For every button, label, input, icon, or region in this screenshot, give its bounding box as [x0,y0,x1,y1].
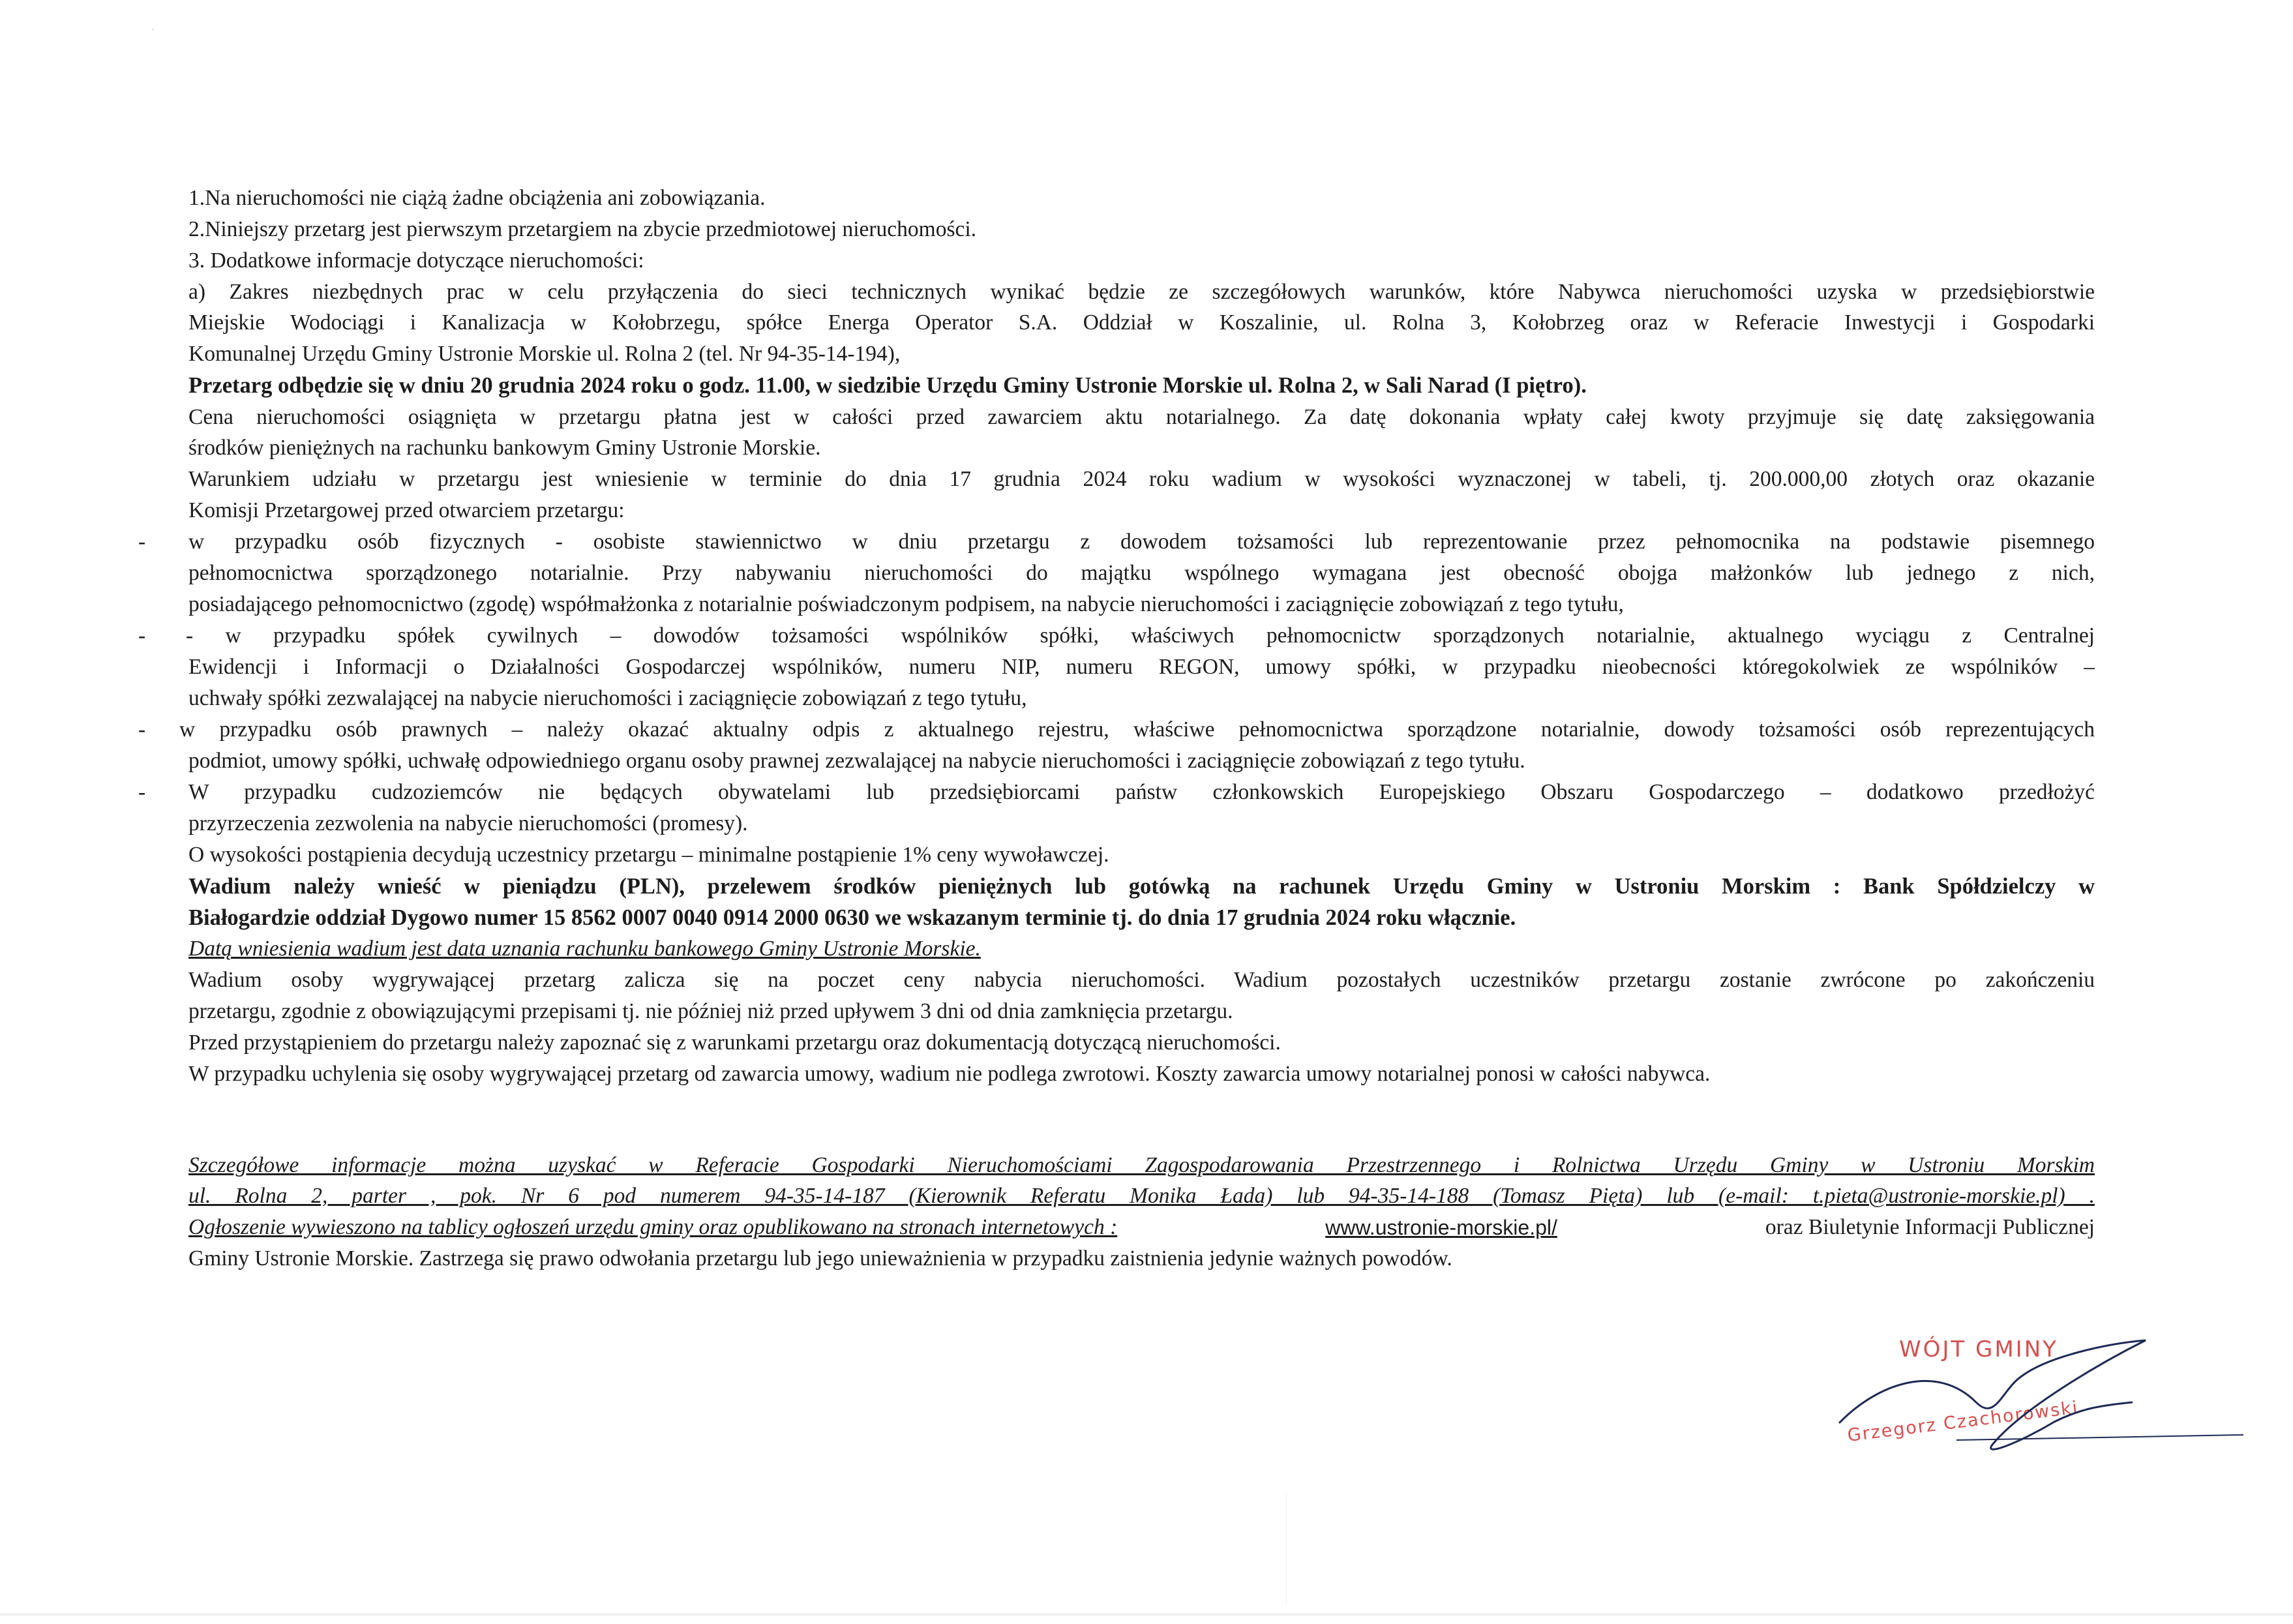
point-1: 1.Na nieruchomości nie ciążą żadne obciążenia ani zobowiązania. [188,186,766,210]
deposit-date-note: Datą wniesienia wadium jest data uznania rachunku bankowego Gminy Ustronie Morskie. [188,937,981,961]
scan-artifact [1286,1494,1287,1604]
natural-persons-line: w przypadku osób fizycznych - osobiste stawiennictwo w dniu przetargu z dowodem tożsamości lub reprezentowanie przez pełnomocnika na podstawie pisemnego [188,530,2095,554]
bullet-dash: - [138,780,146,804]
point-3a-line: a) Zakres niezbędnych prac w celu przyłączenia do sieci technicznych wynikać będzie ze szczegółowych warunków, które Nabywca nieruchomości uzyska w przedsiębiorstwie [188,280,2095,304]
deposit-return-line: Wadium osoby wygrywającej przetarg zalicza się na poczet ceny nabycia nieruchomości. Wadium pozostałych uczestników przetargu zostanie zwrócone po zakończeniu [188,968,2095,992]
condition-line: Warunkiem udziału w przetargu jest wniesienie w terminie do dnia 17 grudnia 2024 roku wadium w wysokości wyznaczonej w tabeli, tj. 200.000,00 złotych oraz okazanie [188,467,2095,491]
info-line-2: ul. Rolna 2, parter , pok. Nr 6 pod numerem 94-35-14-187 (Kierownik Referatu Monika Łada) lub 94-35-14-188 (Tomasz Pięta) lub (e-mail: t.pieta@ustronie-morskie.pl) . [188,1184,2095,1208]
auction-date-line: Przetarg odbędzie się w dniu 20 grudnia 2024 roku o godz. 11.00, w siedzibie Urzędu Gminy Ustronie Morskie ul. Rolna 2, w Sali Narad (I piętro). [188,373,1587,398]
documentation-line: Przed przystąpieniem do przetargu należy zapoznać się z warunkami przetargu oraz dokumentacją dotyczącą nieruchomości. [188,1030,1281,1055]
info-line-3-tail: oraz Biuletynie Informacji Publicznej [1765,1215,2095,1239]
legal-persons-line: w przypadku osób prawnych – należy okazać aktualny odpis z aktualnego rejestru, właściwe pełnomocnictwa sporządzone notarialnie, dowody tożsamości osób reprezentujących [179,717,2095,742]
bullet-dash: - [138,624,146,648]
bullet-dash: - [138,717,146,742]
natural-persons-line: posiadającego pełnomocnictwo (zgodę) współmałżonka z notarialnie poświadczonym podpisem, na nabycie nieruchomości i zaciągnięcie zobowiązań z tego tytułu, [188,592,1624,616]
point-3-heading: 3. Dodatkowe informacje dotyczące nieruchomości: [188,248,644,273]
price-line: Cena nieruchomości osiągnięta w przetargu płatna jest w całości przed zawarciem aktu notarialnego. Za datę dokonania wpłaty całej kwoty przyjmuje się datę zaksięgowania [188,405,2095,429]
natural-persons-line: pełnomocnictwa sporządzonego notarialnie. Przy nabywaniu nieruchomości do majątku wspólnego wymagana jest obecność obojga małżonków lub jednego z nich, [188,561,2095,585]
deposit-line: Wadium należy wnieść w pieniądzu (PLN), przelewem środków pieniężnych lub gotówką na rachunek Urzędu Gminy w Ustroniu Morskim : Bank Spółdzielczy w [188,874,2095,899]
condition-line: Komisji Przetargowej przed otwarciem przetargu: [188,498,625,522]
evasion-line: W przypadku uchylenia się osoby wygrywającej przetarg od zawarcia umowy, wadium nie podlega zwrotowi. Koszty zawarcia umowy notarialnej ponosi w całości nabywca. [188,1062,1711,1086]
civil-partnership-line: uchwały spółki zezwalającej na nabycie nieruchomości i zaciągnięcie zobowiązań z tego tytułu, [188,686,1027,710]
foreigners-line: przyrzeczenia zezwolenia na nabycie nieruchomości (promesy). [188,811,748,835]
signature-stamp [1826,1311,2250,1474]
legal-persons-line: podmiot, umowy spółki, uchwałę odpowiedniego organu osoby prawnej zezwalającej na nabycie nieruchomości i zaciągnięcie zobowiązań z tego tytułu. [188,749,1525,773]
price-line: środków pieniężnych na rachunku bankowym Gminy Ustronie Morskie. [188,436,821,460]
bid-increment-line: O wysokości postąpienia decydują uczestnicy przetargu – minimalne postąpienie 1% ceny wywoławczej. [188,843,1109,867]
scan-bottom-edge [0,1614,2293,1616]
bullet-dash: - [138,530,146,554]
stamp-title: WÓJT GMINY [1899,1336,2058,1362]
deposit-account-line: Białogardzie oddział Dygowo numer 15 8562 0007 0040 0914 2000 0630 we wskazanym terminie tj. do dnia 17 grudnia 2024 roku włącznie. [188,905,1516,930]
scan-speck [152,29,154,30]
point-3a-line: Miejskie Wodociągi i Kanalizacja w Kołobrzegu, spółce Energa Operator S.A. Oddział w Koszalinie, ul. Rolna 3, Kołobrzeg oraz w Referacie Inwestycji i Gospodarki [188,310,2095,335]
deposit-return-line: przetargu, zgodnie z obowiązującymi przepisami tj. nie później niż przed upływem 3 dni od dnia zamknięcia przetargu. [188,999,1233,1023]
point-3a-line: Komunalnej Urzędu Gminy Ustronie Morskie ul. Rolna 2 (tel. Nr 94-35-14-194), [188,342,901,366]
info-line-3 [188,1212,2095,1243]
info-line-1: Szczegółowe informacje można uzyskać w Referacie Gospodarki Nieruchomościami Zagospodarowania Przestrzennego i Rolnictwa Urzędu Gminy w Ustroniu Morskim [188,1153,2095,1177]
civil-partnership-line: Ewidencji i Informacji o Działalności Gospodarczej wspólników, numeru NIP, numeru REGON, umowy spółki, w przypadku nieobecności któregokolwiek ze wspólników – [188,655,2095,679]
point-2: 2.Niniejszy przetarg jest pierwszym przetargiem na zbycie przedmiotowej nieruchomości. [188,217,977,241]
info-line-3-text: Ogłoszenie wywieszono na tablicy ogłoszeń urzędu gminy oraz opublikowano na stronach internetowych : [188,1215,1118,1239]
website-link[interactable]: www.ustronie-morskie.pl/ [1325,1216,1557,1239]
info-line-4: Gminy Ustronie Morskie. Zastrzega się prawo odwołania przetargu lub jego unieważnienia w przypadku zaistnienia jedynie ważnych powodów. [188,1246,1452,1271]
foreigners-line: W przypadku cudzoziemców nie będących obywatelami lub przedsiębiorcami państw członkowskich Europejskiego Obszaru Gospodarczego – dodatkowo przedłożyć [188,780,2095,804]
civil-partnership-line: - w przypadku spółek cywilnych – dowodów tożsamości wspólników spółki, właściwych pełnomocnictw sporządzonych notarialnie, aktualnego wyciągu z Centralnej [186,624,2095,648]
stamp-name: Grzegorz Czachorowski [1846,1397,2080,1446]
